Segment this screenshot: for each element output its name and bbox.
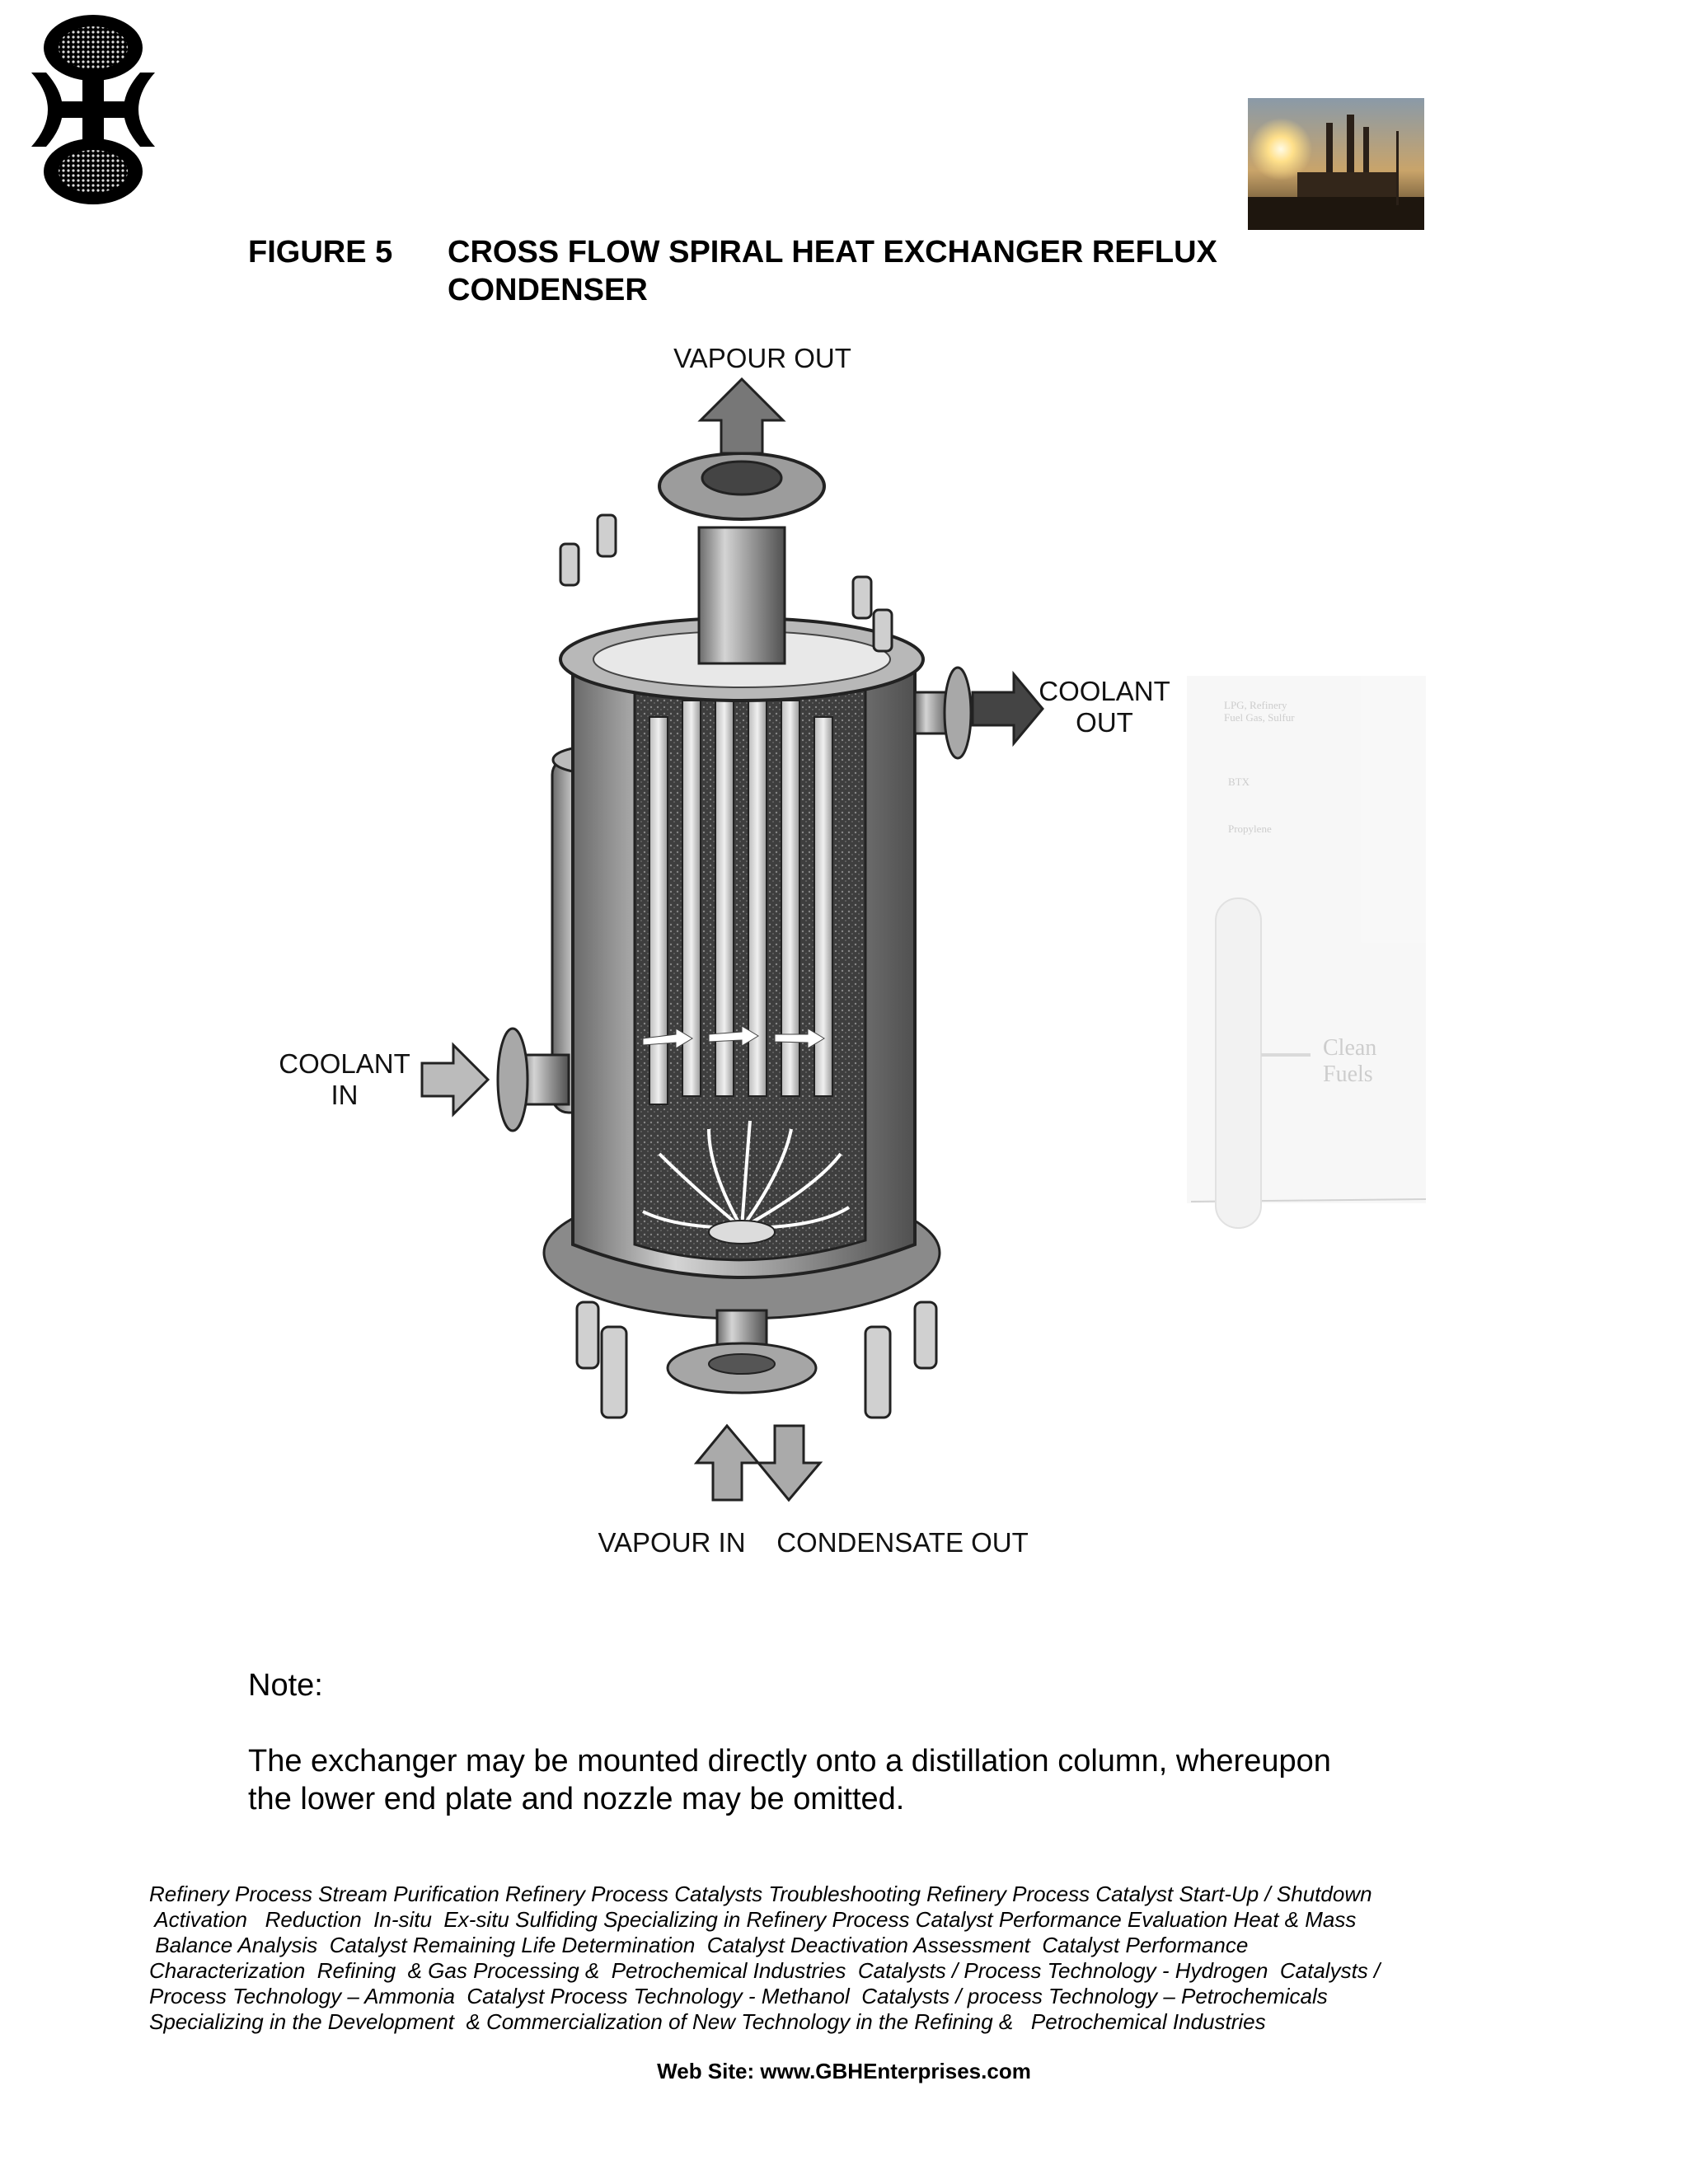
label-coolant-out-line1: COOLANT <box>1039 676 1170 706</box>
label-coolant-out-line2: OUT <box>1076 707 1133 738</box>
vapour-in-arrow <box>696 1426 758 1500</box>
label-vapour-in: VAPOUR IN <box>598 1527 746 1558</box>
company-logo <box>31 15 155 204</box>
website-link[interactable]: Web Site: www.GBHEnterprises.com <box>657 2059 1031 2083</box>
coolant-out-arrow <box>973 674 1043 743</box>
label-condensate-out: CONDENSATE OUT <box>776 1527 1029 1558</box>
footer-keywords <box>149 1882 1435 2035</box>
note-heading: Note: <box>248 1668 323 1703</box>
footer-keywords-line2: Activation Reduction In-situ Ex-situ Sulfiding Specializing in Refinery Process Catalyst Performance Evaluation Heat & Mass <box>149 1907 1357 1932</box>
faded-background-flowsheet <box>1187 676 1426 1228</box>
figure-number: FIGURE 5 <box>248 235 393 269</box>
note-body <box>248 1742 1451 1818</box>
footer-keywords-line3: Balance Analysis Catalyst Remaining Life Determination Catalyst Deactivation Assessment Catalyst Performance <box>149 1933 1249 1957</box>
faded-label-btx: BTX <box>1228 776 1250 788</box>
note-line1: The exchanger may be mounted directly onto a distillation column, whereupon <box>248 1744 1331 1779</box>
faded-label-lpg-1: LPG, Refinery <box>1224 699 1287 711</box>
label-vapour-out: VAPOUR OUT <box>673 343 851 373</box>
footer-keywords-line4: Characterization Refining & Gas Processing & Petrochemical Industries Catalysts / Process Technology - Hydrogen Catalysts / <box>149 1958 1381 1983</box>
heat-exchanger-diagram <box>247 330 1442 1582</box>
faded-label-fuels: Fuels <box>1323 1062 1373 1087</box>
faded-label-propylene: Propylene <box>1228 823 1272 835</box>
figure-title-line2: CONDENSER <box>448 273 648 307</box>
refinery-photo <box>1248 98 1424 230</box>
footer-keywords-line5: Process Technology – Ammonia Catalyst Process Technology - Methanol Catalysts / process Technology – Petrochemicals <box>149 1984 1328 2008</box>
figure-title-line1: CROSS FLOW SPIRAL HEAT EXCHANGER REFLUX <box>448 235 1217 269</box>
vapour-out-arrow <box>701 379 783 453</box>
coolant-in-arrow <box>422 1045 488 1114</box>
vapour-out-nozzle <box>699 527 785 663</box>
faded-label-lpg-2: Fuel Gas, Sulfur <box>1224 711 1295 724</box>
figure-title <box>448 233 1354 309</box>
footer-keywords-line1: Refinery Process Stream Purification Refinery Process Catalysts Troubleshooting Refinery Process Catalyst Start-Up / Shutdown <box>149 1882 1372 1906</box>
note-line2: the lower end plate and nozzle may be omitted. <box>248 1782 905 1816</box>
label-coolant-in-line1: COOLANT <box>279 1048 410 1079</box>
condensate-out-arrow <box>758 1426 820 1500</box>
faded-label-clean: Clean <box>1323 1035 1377 1061</box>
label-coolant-in-line2: IN <box>331 1080 359 1110</box>
footer-keywords-line6: Specializing in the Development & Commercialization of New Technology in the Refining & Petrochemical Industries <box>149 2009 1266 2034</box>
